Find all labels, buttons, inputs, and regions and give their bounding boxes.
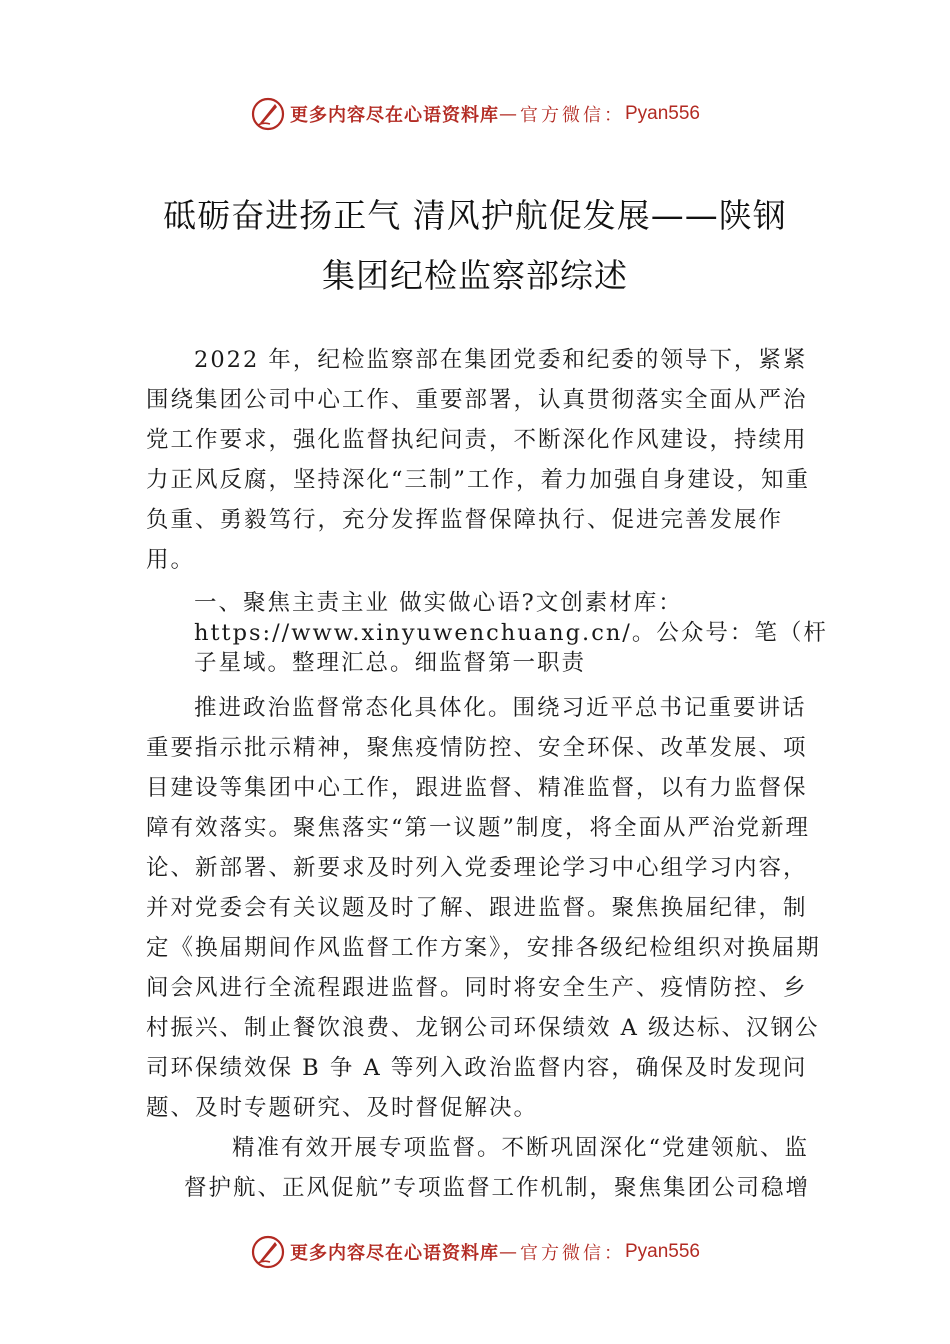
banner-official-label: 官方微信： <box>519 105 625 126</box>
quill-logo-icon <box>250 1234 286 1270</box>
banner-dash: — <box>498 1241 520 1263</box>
header-watermark-banner <box>0 94 950 134</box>
banner-dash: — <box>498 103 520 125</box>
political-supervision-paragraph: 推进政治监督常态化具体化。围绕习近平总书记重要讲话重要指示批示精神，聚焦疫情防控、安全环保、改革发展、项目建设等集团中心工作，跟进监督、精准监督，以有力监督保障有效落实。聚焦落实“第一议题”制度，将全面从严治党新理论、新部署、新要求及时列入党委理论学习中心组学习内容，并对党委会有关议题及时了解、跟进监督。聚焦换届纪律，制定《换届期间作风监督工作方案》，安排各级纪检组织对换届期间会风进行全流程跟进监督。同时将安全生产、疫情防控、乡村振兴、制止餐饮浪费、龙钢公司环保绩效 A 级达标、汉钢公司环保绩效保 B 争 A 等列入政治监督内容，确保及时发现问题、及时专题研究、及时督促解决。 <box>146 695 821 1121</box>
quill-logo-icon <box>250 96 286 132</box>
intro-paragraph: 2022 年，纪检监察部在集团党委和纪委的领导下，紧紧围绕集团公司中心工作、重要部署，认真贯彻落实全面从严治党工作要求，强化监督执纪问责，不断深化作风建设，持续用力正风反腐，坚持深化“三制”工作，着力加强自身建设，知重负重、勇毅笃行，充分发挥监督保障执行、促进完善发展作用。 <box>146 347 811 573</box>
footer-watermark-banner <box>0 1232 950 1272</box>
special-supervision-paragraph: 精准有效开展专项监督。不断巩固深化“党建领航、监督护航、正风促航”专项监督工作机制，聚焦集团公司稳增 <box>184 1135 811 1201</box>
banner-main-text: 更多内容尽在心语资料库 <box>289 1243 499 1264</box>
document-title-line2: 集团纪检监察部综述 <box>322 256 628 295</box>
banner-wechat-id: Pyan556 <box>624 1241 700 1262</box>
banner-official-label: 官方微信： <box>519 1243 625 1264</box>
banner-main-text: 更多内容尽在心语资料库 <box>289 105 499 126</box>
banner-wechat-id: Pyan556 <box>624 103 700 124</box>
document-title-line1: 砥砺奋进扬正气 清风护航促发展——陕钢 <box>163 196 787 235</box>
section-1-heading: 一、聚焦主责主业 做实做心语?文创素材库：https://www.xinyuwenchuang.cn/。公众号：笔（杆子星域。整理汇总。细监督第一职责 <box>194 590 828 676</box>
